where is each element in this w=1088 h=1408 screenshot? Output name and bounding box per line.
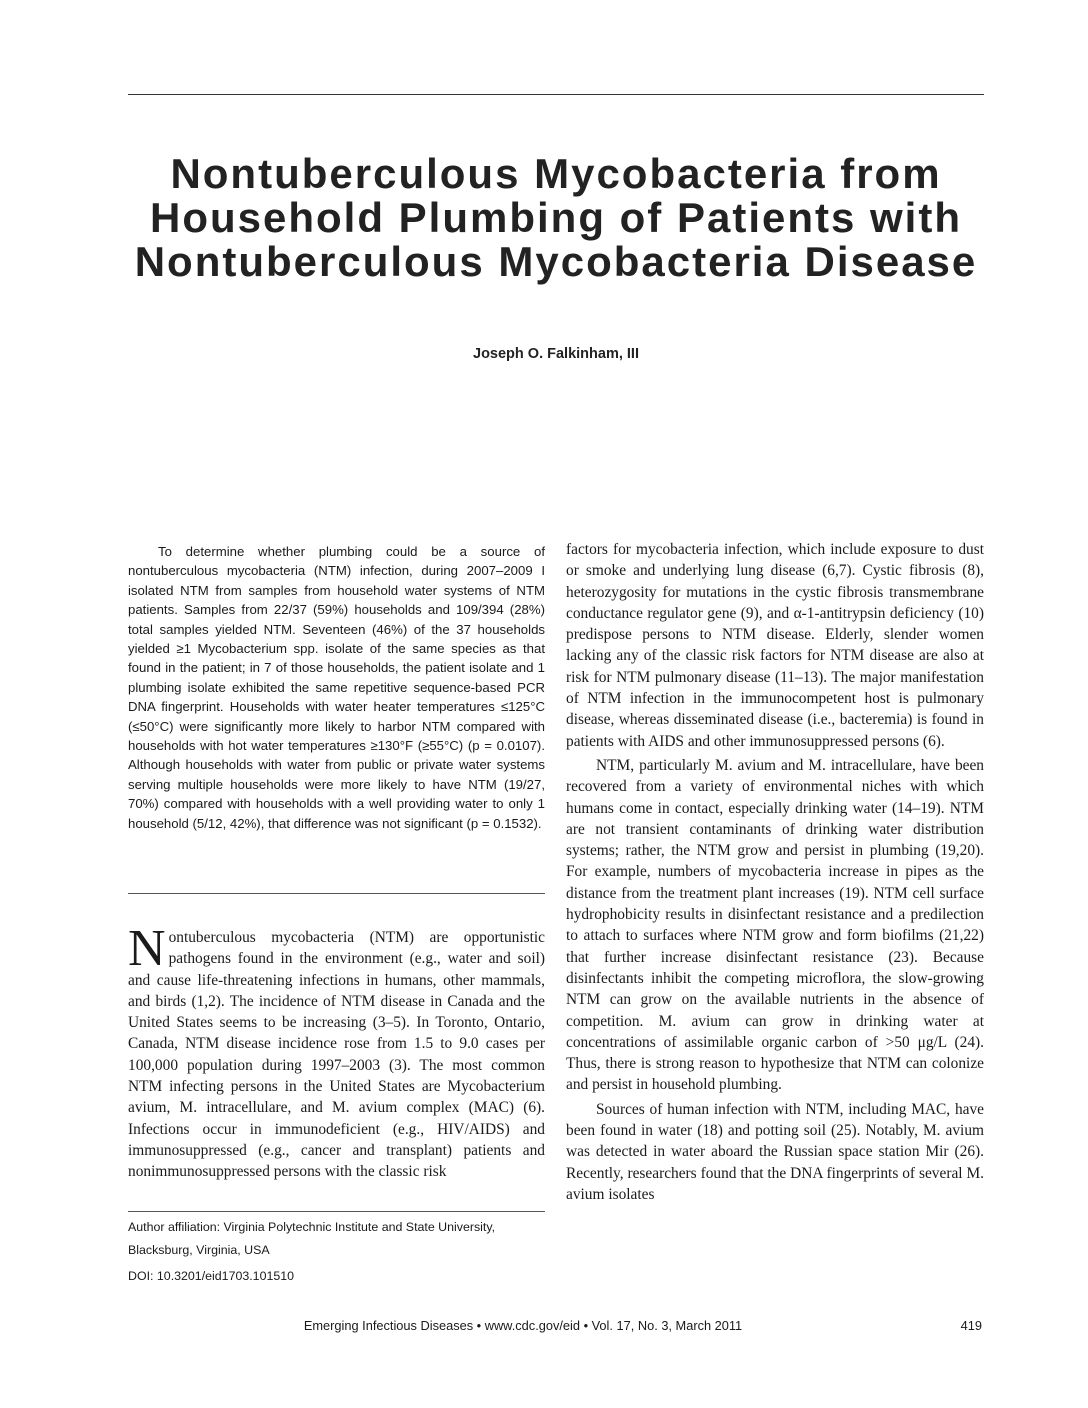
doi: DOI: 10.3201/eid1703.101510 [128,1269,295,1283]
abstract-rule [128,893,545,894]
body-paragraph-3: Sources of human infection with NTM, including MAC, have been found in water (18) and potting soil (25). Notably, M. avium was detected in water aboard the Russian space station Mir (26). Recently, researchers found that the DNA fingerprints of several M. avium isolates [566,1100,984,1203]
body-left-column [128,920,545,1183]
header-rule [128,94,984,95]
abstract: To determine whether plumbing could be a source of nontuberculous mycobacteria (NTM) infection, during 2007–2009 I isolated NTM from samples from household water systems of NTM patients. Samples from 22/37 (59%) households and 109/394 (28%) total samples yielded NTM. Seventeen (46%) of the 37 households yielded ≥1 Mycobacterium spp. isolate of the same species as that found in the patient; in 7 of those households, the patient isolate and 1 plumbing isolate exhibited the same repetitive sequence-based PCR DNA fingerprint. Households with water heater temperatures ≤125°C (≤50°C) were significantly more likely to harbor NTM compared with households with hot water temperatures ≥130°F (≥55°C) (p = 0.0107). Although households with water from public or private water systems serving multiple households were more likely to have NTM (19/27, 70%) compared with households with a well providing water to only 1 household (5/12, 42%), that difference was not significant (p = 0.1532). [128,544,545,831]
footnote-rule [128,1211,545,1212]
intro-paragraph [128,920,545,1183]
body-paragraph-2: NTM, particularly M. avium and M. intracellulare, have been recovered from a variety of environmental niches with which humans come in contact, especially drinking water (14–19). NTM are not transient contaminants of drinking water distribution systems; rather, the NTM grow and persist in plumbing (19,20). For example, numbers of mycobacteria increase in pipes as the distance from the treatment plant increases (19). NTM cell surface hydrophobicity results in disinfectant resistance and a predilection to attach to surfaces where NTM grow and form biofilms (21,22) that further increase disinfectant resistance (23). Because disinfectants inhibit the competing microflora, the slow-growing NTM can grow on the available nutrients in the absence of competition. M. avium can grow in drinking water at concentrations of assimilable organic carbon of >50 μg/L (24). Thus, there is strong reason to hypothesize that NTM can colonize and persist in household plumbing. [566,756,984,1094]
drop-cap: N [128,920,166,977]
article-title: Nontuberculous Mycobacteria from Household Plumbing of Patients with Nontuberculous Mycobacteria Disease [134,150,978,285]
intro-text: ontuberculous mycobacteria (NTM) are opportunistic pathogens found in the environment (e.g., water and soil) and cause life-threatening infections in humans, other mammals, and birds (1,2). The incidence of NTM disease in Canada and the United States seems to be increasing (3–5). In Toronto, Ontario, Canada, NTM disease incidence rose from 1.5 to 9.0 cases per 100,000 population during 1997–2003 (3). The most common NTM infecting persons in the United States are Mycobacterium avium, M. intracellulare, and M. avium complex (MAC) (6). Infections occur in immunodeficient (e.g., HIV/AIDS) and immunosuppressed (e.g., cancer and transplant) patients and nonimmunosuppressed persons with the classic risk [128,929,545,1181]
article-author: Joseph O. Falkinham, III [473,346,639,362]
author-affiliation: Author affiliation: Virginia Polytechnic Institute and State University, Blacksburg, Virginia, USA [128,1220,496,1257]
footer-journal: Emerging Infectious Diseases • www.cdc.gov/eid • Vol. 17, No. 3, March 2011 [303,1318,743,1333]
body-right-column [566,539,984,1205]
page-number: 419 [960,1318,982,1333]
body-paragraph-1: factors for mycobacteria infection, which include exposure to dust or smoke and underlying lung disease (6,7). Cystic fibrosis (8), heterozygosity for mutations in the cystic fibrosis transmembrane conductance regulator gene (9), and α-1-antitrypsin deficiency (10) predispose persons to NTM disease. Elderly, slender women lacking any of the classic risk factors for NTM disease are also at risk for NTM pulmonary disease (11–13). The major manifestation of NTM infection in the immunocompetent host is pulmonary disease, whereas disseminated disease (i.e., bacteremia) is found in patients with AIDS and other immunosuppressed persons (6). [566,541,984,750]
